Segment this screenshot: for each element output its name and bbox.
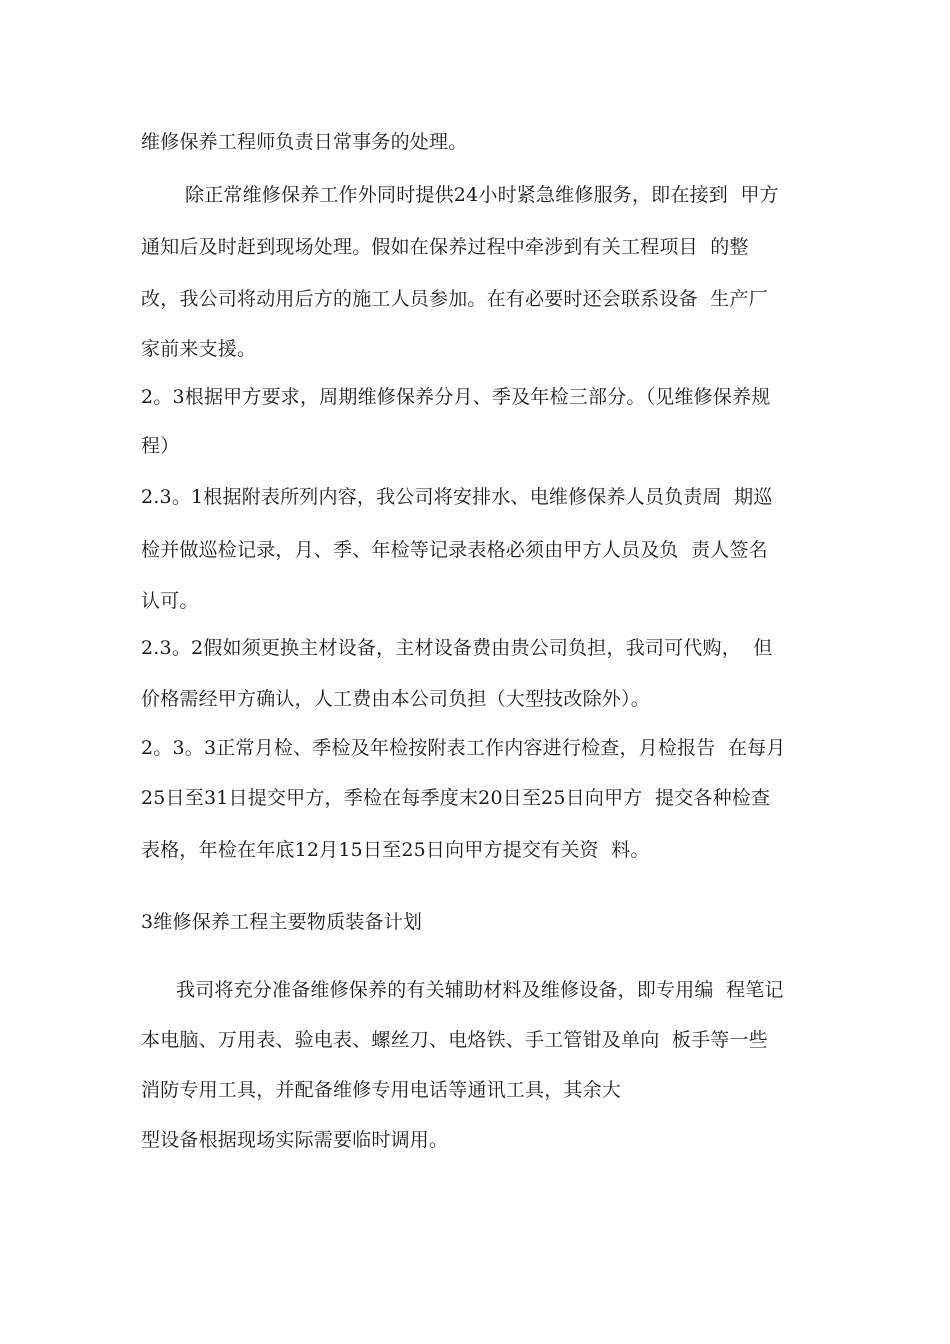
text-line: 维修保养工程师负责日常事务的处理。: [141, 131, 468, 153]
text-line: 检并做巡检记录，月、季、年检等记录表格必须由甲方人员及负 责人签名: [141, 539, 768, 561]
text-line: 2。3。3正常月检、季检及年检按附表工作内容进行检查，月检报告 在每月: [141, 737, 786, 759]
text-line: 2。3根据甲方要求，周期维修保养分月、季及年检三部分。（见维修保养规: [141, 386, 771, 408]
text-line: 2.3。1根据附表所列内容，我公司将安排水、电维修保养人员负责周 期巡: [141, 486, 773, 508]
text-line: 2.3。2假如须更换主材设备，主材设备费由贵公司负担，我司可代购， 但: [141, 637, 773, 659]
text-line: 通知后及时赶到现场处理。假如在保养过程中牵涉到有关工程项目 的整: [141, 236, 749, 258]
text-line: 价格需经甲方确认，人工费由本公司负担（大型技改除外）。: [141, 688, 650, 710]
text-line: 表格，年检在年底12月15日至25日向甲方提交有关资 料。: [141, 839, 650, 861]
text-line: 我司将充分准备维修保养的有关辅助材料及维修设备，即专用编 程笔记: [176, 979, 784, 1001]
text-line: 家前来支援。: [141, 338, 257, 360]
text-line: 改，我公司将动用后方的施工人员参加。在有必要时还会联系设备 生产厂: [141, 288, 768, 310]
text-line: 本电脑、万用表、验电表、螺丝刀、电烙铁、手工管钳及单向 板手等一些: [141, 1029, 768, 1051]
text-line: 25日至31日提交甲方，季检在每季度末20日至25日向甲方 提交各种检查: [141, 787, 771, 809]
text-line: 认可。: [141, 590, 199, 612]
text-line: 除正常维修保养工作外同时提供24小时紧急维修服务，即在接到 甲方: [185, 184, 779, 206]
text-line: 消防专用工具，并配备维修专用电话等通讯工具，其余大: [141, 1079, 622, 1101]
section-heading: 3维修保养工程主要物质装备计划: [141, 911, 423, 933]
text-line: 型设备根据现场实际需要临时调用。: [141, 1129, 449, 1151]
text-line: 程）: [141, 435, 180, 457]
